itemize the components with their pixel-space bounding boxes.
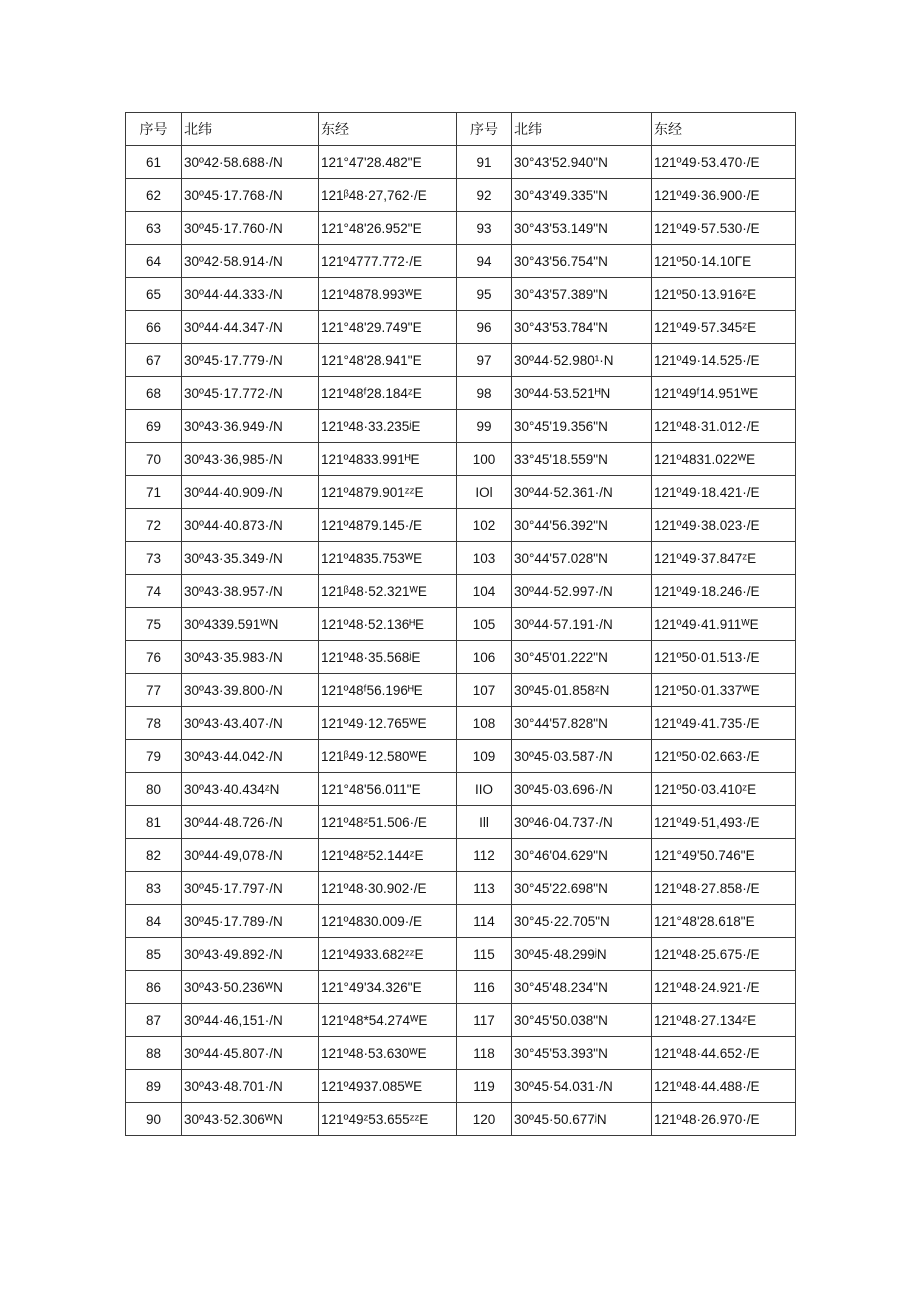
seq-cell: 80 bbox=[126, 773, 182, 806]
seq-cell: 117 bbox=[457, 1004, 512, 1037]
lon-cell: 121º4831.022ᵂE bbox=[652, 443, 796, 476]
header-lat: 北纬 bbox=[182, 113, 319, 146]
table-row bbox=[126, 542, 796, 575]
table-row bbox=[126, 443, 796, 476]
seq-cell: 93 bbox=[457, 212, 512, 245]
lat-cell: 30°43'49.335"N bbox=[512, 179, 652, 212]
table-row bbox=[126, 146, 796, 179]
lon-cell: 121º48ᶠ28.184ᶻE bbox=[319, 377, 457, 410]
table-row bbox=[126, 1070, 796, 1103]
lat-cell: 30º45·54.031·/N bbox=[512, 1070, 652, 1103]
seq-cell: 96 bbox=[457, 311, 512, 344]
lon-cell: 121º4833.991ᴴE bbox=[319, 443, 457, 476]
lon-cell: 121º48·44.488·/E bbox=[652, 1070, 796, 1103]
lon-cell: 121º4777.772·/E bbox=[319, 245, 457, 278]
seq-cell: 69 bbox=[126, 410, 182, 443]
seq-cell: 73 bbox=[126, 542, 182, 575]
table-row bbox=[126, 608, 796, 641]
lat-cell: 30º45·17.779·/N bbox=[182, 344, 319, 377]
seq-cell: 63 bbox=[126, 212, 182, 245]
seq-cell: 76 bbox=[126, 641, 182, 674]
lon-cell: 121º49·38.023·/E bbox=[652, 509, 796, 542]
lat-cell: 33°45'18.559"N bbox=[512, 443, 652, 476]
lat-cell: 30°45'22.698"N bbox=[512, 872, 652, 905]
lon-cell: 121ᵝ48·52.321ᵂE bbox=[319, 575, 457, 608]
table-row bbox=[126, 476, 796, 509]
lon-cell: 121º49·41.911ᵂE bbox=[652, 608, 796, 641]
seq-cell: 83 bbox=[126, 872, 182, 905]
lat-cell: 30º45·17.789·/N bbox=[182, 905, 319, 938]
lon-cell: 121º48·31.012·/E bbox=[652, 410, 796, 443]
header-lat: 北纬 bbox=[512, 113, 652, 146]
coordinate-table bbox=[125, 112, 796, 1136]
lon-cell: 121°48'29.749"E bbox=[319, 311, 457, 344]
table-row bbox=[126, 905, 796, 938]
lat-cell: 30º43·48.701·/N bbox=[182, 1070, 319, 1103]
lat-cell: 30º43·50.236ᵂN bbox=[182, 971, 319, 1004]
seq-cell: 107 bbox=[457, 674, 512, 707]
lat-cell: 30º45·17.760·/N bbox=[182, 212, 319, 245]
lon-cell: 121º48·35.568ʲE bbox=[319, 641, 457, 674]
lat-cell: 30º43·36,985·/N bbox=[182, 443, 319, 476]
table-row bbox=[126, 872, 796, 905]
lon-cell: 121º49ᶻ53.655ᶻᶻE bbox=[319, 1103, 457, 1136]
lat-cell: 30º43·36.949·/N bbox=[182, 410, 319, 443]
lon-cell: 121º50·01.513·/E bbox=[652, 641, 796, 674]
lat-cell: 30°44'57.828"N bbox=[512, 707, 652, 740]
seq-cell: 116 bbox=[457, 971, 512, 1004]
table-row bbox=[126, 575, 796, 608]
table-row bbox=[126, 773, 796, 806]
lat-cell: 30º44·40.909·/N bbox=[182, 476, 319, 509]
table-row bbox=[126, 641, 796, 674]
lon-cell: 121º4879.901ᶻᶻE bbox=[319, 476, 457, 509]
lon-cell: 121°49'34.326"E bbox=[319, 971, 457, 1004]
lon-cell: 121º49·18.246·/E bbox=[652, 575, 796, 608]
lon-cell: 121º48·27.134ᶻE bbox=[652, 1004, 796, 1037]
table-row bbox=[126, 344, 796, 377]
lon-cell: 121º48*54.274ᵂE bbox=[319, 1004, 457, 1037]
seq-cell: 90 bbox=[126, 1103, 182, 1136]
seq-cell: 95 bbox=[457, 278, 512, 311]
lat-cell: 30º42·58.914·/N bbox=[182, 245, 319, 278]
lat-cell: 30º45·03.696·/N bbox=[512, 773, 652, 806]
lat-cell: 30°43'52.940"N bbox=[512, 146, 652, 179]
seq-cell: 113 bbox=[457, 872, 512, 905]
lat-cell: 30º42·58.688·/N bbox=[182, 146, 319, 179]
lat-cell: 30º43·38.957·/N bbox=[182, 575, 319, 608]
lon-cell: 121º49·36.900·/E bbox=[652, 179, 796, 212]
lon-cell: 121º48·30.902·/E bbox=[319, 872, 457, 905]
lon-cell: 121º50·13.916ᶻE bbox=[652, 278, 796, 311]
seq-cell: 120 bbox=[457, 1103, 512, 1136]
seq-cell: 103 bbox=[457, 542, 512, 575]
table-row bbox=[126, 509, 796, 542]
lat-cell: 30º44·52.361·/N bbox=[512, 476, 652, 509]
seq-cell: 65 bbox=[126, 278, 182, 311]
seq-cell: 87 bbox=[126, 1004, 182, 1037]
table-row bbox=[126, 707, 796, 740]
header-lon: 东经 bbox=[652, 113, 796, 146]
lon-cell: 121º48·52.136ᴴE bbox=[319, 608, 457, 641]
seq-cell: 102 bbox=[457, 509, 512, 542]
lat-cell: 30º43·39.800·/N bbox=[182, 674, 319, 707]
lon-cell: 121°48'26.952"E bbox=[319, 212, 457, 245]
lat-cell: 30º43·35.983·/N bbox=[182, 641, 319, 674]
table-row bbox=[126, 1004, 796, 1037]
seq-cell: 108 bbox=[457, 707, 512, 740]
table-row bbox=[126, 245, 796, 278]
lon-cell: 121º48·26.970·/E bbox=[652, 1103, 796, 1136]
seq-cell: 64 bbox=[126, 245, 182, 278]
seq-cell: 66 bbox=[126, 311, 182, 344]
lat-cell: 30º44·44.347·/N bbox=[182, 311, 319, 344]
seq-cell: 85 bbox=[126, 938, 182, 971]
lat-cell: 30º44·52.980¹·N bbox=[512, 344, 652, 377]
seq-cell: 86 bbox=[126, 971, 182, 1004]
lon-cell: 121º49·51,493·/E bbox=[652, 806, 796, 839]
lat-cell: 30º44·45.807·/N bbox=[182, 1037, 319, 1070]
lat-cell: 30°43'53.784"N bbox=[512, 311, 652, 344]
header-seq: 序号 bbox=[457, 113, 512, 146]
table-row bbox=[126, 674, 796, 707]
seq-cell: 114 bbox=[457, 905, 512, 938]
lon-cell: 121º48·53.630ᵂE bbox=[319, 1037, 457, 1070]
seq-cell: 72 bbox=[126, 509, 182, 542]
lon-cell: 121°48'28.618"E bbox=[652, 905, 796, 938]
lon-cell: 121º48·33.235ʲE bbox=[319, 410, 457, 443]
lat-cell: 30º44·46,151·/N bbox=[182, 1004, 319, 1037]
lon-cell: 121º48·27.858·/E bbox=[652, 872, 796, 905]
lon-cell: 121º48ᶠ56.196ᴴE bbox=[319, 674, 457, 707]
table-row bbox=[126, 839, 796, 872]
seq-cell: 118 bbox=[457, 1037, 512, 1070]
lat-cell: 30º44·49,078·/N bbox=[182, 839, 319, 872]
seq-cell: 89 bbox=[126, 1070, 182, 1103]
table-row bbox=[126, 278, 796, 311]
lon-cell: 121º49·14.525·/E bbox=[652, 344, 796, 377]
lat-cell: 30º44·44.333·/N bbox=[182, 278, 319, 311]
lat-cell: 30°45·22.705"N bbox=[512, 905, 652, 938]
lat-cell: 30º46·04.737·/N bbox=[512, 806, 652, 839]
lat-cell: 30º44·52.997·/N bbox=[512, 575, 652, 608]
seq-cell: 97 bbox=[457, 344, 512, 377]
seq-cell: 70 bbox=[126, 443, 182, 476]
lat-cell: 30º45·17.797·/N bbox=[182, 872, 319, 905]
lat-cell: 30º43·49.892·/N bbox=[182, 938, 319, 971]
lat-cell: 30°45'01.222"N bbox=[512, 641, 652, 674]
lat-cell: 30º45·01.858ᶻN bbox=[512, 674, 652, 707]
lon-cell: 121º49·57.530·/E bbox=[652, 212, 796, 245]
lon-cell: 121º48·24.921·/E bbox=[652, 971, 796, 1004]
lat-cell: 30º4339.591ᵂN bbox=[182, 608, 319, 641]
seq-cell: 100 bbox=[457, 443, 512, 476]
lon-cell: 121ᵝ49·12.580ᵂE bbox=[319, 740, 457, 773]
lon-cell: 121º49ᶠ14.951ᵂE bbox=[652, 377, 796, 410]
seq-cell: 79 bbox=[126, 740, 182, 773]
lon-cell: 121º50·03.410ᶻE bbox=[652, 773, 796, 806]
table-row bbox=[126, 971, 796, 1004]
lon-cell: 121º49·12.765ᵂE bbox=[319, 707, 457, 740]
seq-cell: 71 bbox=[126, 476, 182, 509]
lon-cell: 121º50·01.337ᵂE bbox=[652, 674, 796, 707]
lat-cell: 30º43·43.407·/N bbox=[182, 707, 319, 740]
table-row bbox=[126, 1103, 796, 1136]
lat-cell: 30º44·53.521ᴴN bbox=[512, 377, 652, 410]
seq-cell: 82 bbox=[126, 839, 182, 872]
seq-cell: 119 bbox=[457, 1070, 512, 1103]
lon-cell: 121°49'50.746"E bbox=[652, 839, 796, 872]
seq-cell: 81 bbox=[126, 806, 182, 839]
lat-cell: 30º45·17.768·/N bbox=[182, 179, 319, 212]
seq-cell: 78 bbox=[126, 707, 182, 740]
lon-cell: 121º4937.085ᵂE bbox=[319, 1070, 457, 1103]
lat-cell: 30°44'56.392"N bbox=[512, 509, 652, 542]
lat-cell: 30º45·48.299ʲN bbox=[512, 938, 652, 971]
seq-cell: 105 bbox=[457, 608, 512, 641]
lon-cell: 121º49·57.345ᶻE bbox=[652, 311, 796, 344]
seq-cell: 112 bbox=[457, 839, 512, 872]
lon-cell: 121º49·37.847ᶻE bbox=[652, 542, 796, 575]
lon-cell: 121º4835.753ᵂE bbox=[319, 542, 457, 575]
lon-cell: 121º4879.145·/E bbox=[319, 509, 457, 542]
lon-cell: 121º49·53.470·/E bbox=[652, 146, 796, 179]
seq-cell: 99 bbox=[457, 410, 512, 443]
lon-cell: 121º48·44.652·/E bbox=[652, 1037, 796, 1070]
table-row bbox=[126, 938, 796, 971]
seq-cell: Ill bbox=[457, 806, 512, 839]
lat-cell: 30º43·35.349·/N bbox=[182, 542, 319, 575]
table-row bbox=[126, 377, 796, 410]
lat-cell: 30°43'57.389"N bbox=[512, 278, 652, 311]
lon-cell: 121º49·18.421·/E bbox=[652, 476, 796, 509]
lon-cell: 121°47'28.482"E bbox=[319, 146, 457, 179]
table-row bbox=[126, 212, 796, 245]
seq-cell: 62 bbox=[126, 179, 182, 212]
lon-cell: 121º50·02.663·/E bbox=[652, 740, 796, 773]
seq-cell: 104 bbox=[457, 575, 512, 608]
lat-cell: 30°46'04.629"N bbox=[512, 839, 652, 872]
lat-cell: 30°45'53.393"N bbox=[512, 1037, 652, 1070]
header-seq: 序号 bbox=[126, 113, 182, 146]
table-body bbox=[126, 146, 796, 1136]
seq-cell: IIO bbox=[457, 773, 512, 806]
lat-cell: 30º45·03.587·/N bbox=[512, 740, 652, 773]
seq-cell: 92 bbox=[457, 179, 512, 212]
seq-cell: 68 bbox=[126, 377, 182, 410]
lat-cell: 30º45·50.677ʲN bbox=[512, 1103, 652, 1136]
lon-cell: 121°48'28.941"E bbox=[319, 344, 457, 377]
seq-cell: 115 bbox=[457, 938, 512, 971]
seq-cell: 84 bbox=[126, 905, 182, 938]
seq-cell: 106 bbox=[457, 641, 512, 674]
lon-cell: 121ᵝ48·27,762·/E bbox=[319, 179, 457, 212]
seq-cell: 74 bbox=[126, 575, 182, 608]
lon-cell: 121º4933.682ᶻᶻE bbox=[319, 938, 457, 971]
lat-cell: 30º43·44.042·/N bbox=[182, 740, 319, 773]
lat-cell: 30°45'19.356"N bbox=[512, 410, 652, 443]
seq-cell: 98 bbox=[457, 377, 512, 410]
table-row bbox=[126, 410, 796, 443]
lon-cell: 121º50·14.10ΓE bbox=[652, 245, 796, 278]
lat-cell: 30°44'57.028"N bbox=[512, 542, 652, 575]
table-row bbox=[126, 1037, 796, 1070]
lon-cell: 121º48ᶻ51.506·/E bbox=[319, 806, 457, 839]
lat-cell: 30º45·17.772·/N bbox=[182, 377, 319, 410]
seq-cell: 91 bbox=[457, 146, 512, 179]
seq-cell: 77 bbox=[126, 674, 182, 707]
table-row bbox=[126, 179, 796, 212]
lat-cell: 30º43·40.434ᶻN bbox=[182, 773, 319, 806]
lat-cell: 30°45'50.038"N bbox=[512, 1004, 652, 1037]
seq-cell: 94 bbox=[457, 245, 512, 278]
lon-cell: 121º48ᶻ52.144ᶻE bbox=[319, 839, 457, 872]
table-row bbox=[126, 806, 796, 839]
table-header-row bbox=[126, 113, 796, 146]
lon-cell: 121º4830.009·/E bbox=[319, 905, 457, 938]
lat-cell: 30º44·57.191·/N bbox=[512, 608, 652, 641]
table-row bbox=[126, 311, 796, 344]
lat-cell: 30°45'48.234"N bbox=[512, 971, 652, 1004]
lon-cell: 121º49·41.735·/E bbox=[652, 707, 796, 740]
lon-cell: 121º48·25.675·/E bbox=[652, 938, 796, 971]
header-lon: 东经 bbox=[319, 113, 457, 146]
lat-cell: 30º44·40.873·/N bbox=[182, 509, 319, 542]
lon-cell: 121°48'56.011"E bbox=[319, 773, 457, 806]
seq-cell: 109 bbox=[457, 740, 512, 773]
table-row bbox=[126, 740, 796, 773]
lat-cell: 30°43'53.149"N bbox=[512, 212, 652, 245]
seq-cell: 61 bbox=[126, 146, 182, 179]
seq-cell: 75 bbox=[126, 608, 182, 641]
lat-cell: 30º43·52.306ᵂN bbox=[182, 1103, 319, 1136]
seq-cell: 88 bbox=[126, 1037, 182, 1070]
lat-cell: 30º44·48.726·/N bbox=[182, 806, 319, 839]
lat-cell: 30°43'56.754"N bbox=[512, 245, 652, 278]
lon-cell: 121º4878.993ᵂE bbox=[319, 278, 457, 311]
seq-cell: IOl bbox=[457, 476, 512, 509]
seq-cell: 67 bbox=[126, 344, 182, 377]
